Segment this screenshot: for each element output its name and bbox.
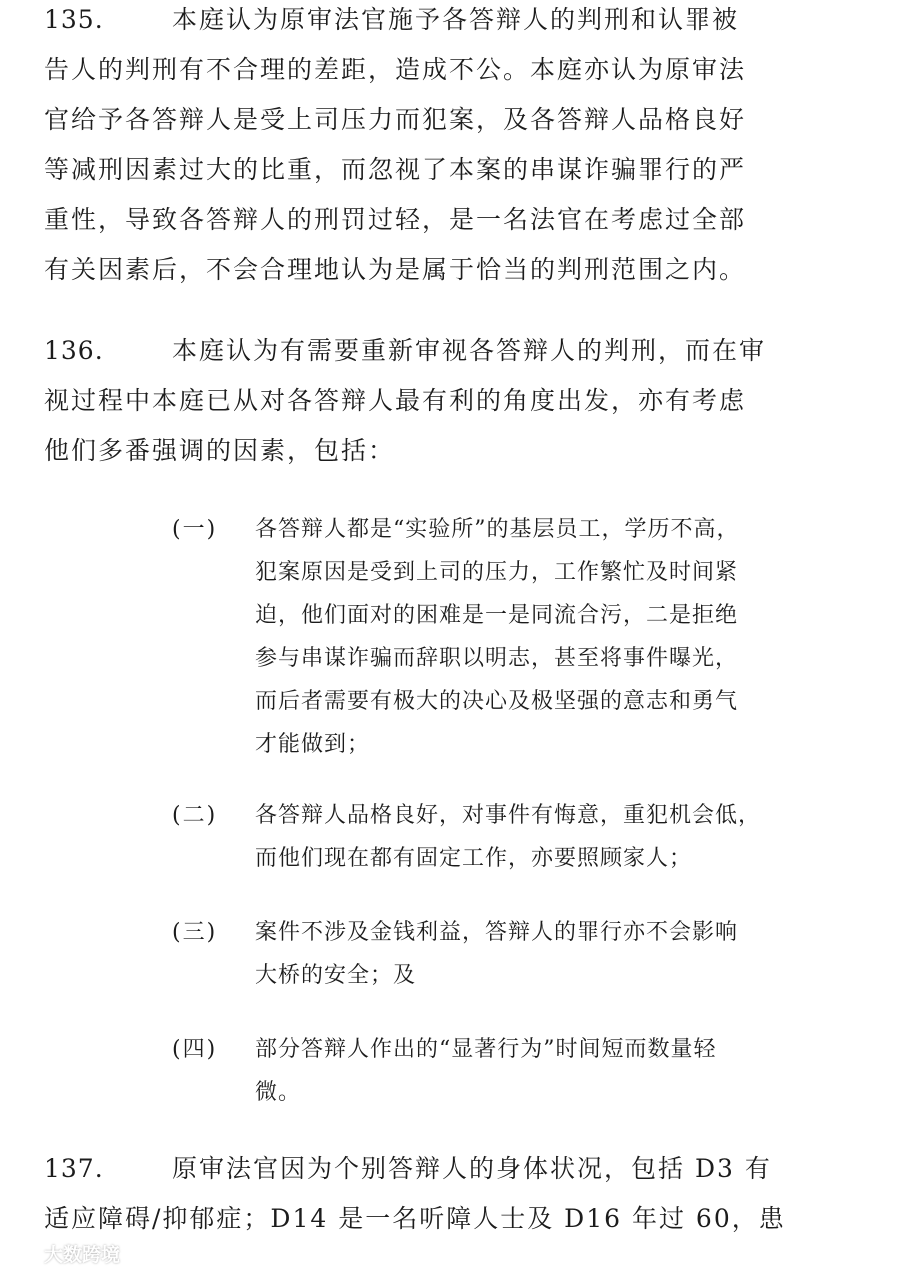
chat-bubble-logo-icon [8,1242,38,1264]
paragraph-number: 136. [44,336,104,365]
paragraph-number: 135. [44,5,104,34]
paragraph-number: 137. [44,1154,104,1183]
watermark [8,1238,120,1268]
list-item-line: 犯案原因是受到上司的压力，工作繁忙及时间紧 [255,560,739,585]
list-item-line: 大桥的安全；及 [255,963,417,988]
paragraph-line: 本庭认为原审法官施予各答辩人的判刑和认罪被 [172,5,740,34]
list-item-line: 而后者需要有极大的决心及极坚强的意志和勇气 [255,689,739,714]
paragraph-line: 原审法官因为个别答辩人的身体状况，包括 D3 有 [172,1154,772,1183]
paragraph-line: 官给予各答辩人是受上司压力而犯案，及各答辩人品格良好 [44,105,747,134]
list-item-marker: (一) [172,517,218,542]
paragraph-line: 告人的判刑有不合理的差距，造成不公。本庭亦认为原审法 [44,55,747,84]
paragraph-line: 适应障碍/抑郁症；D14 是一名听障人士及 D16 年过 60，患 [44,1204,786,1233]
paragraph-line: 等减刑因素过大的比重，而忽视了本案的串谋诈骗罪行的严 [44,155,747,184]
list-item-line: 迫，他们面对的困难是一是同流合污，二是拒绝 [255,603,739,628]
list-item-marker: (三) [172,920,218,945]
paragraph-line: 重性，导致各答辩人的刑罚过轻，是一名法官在考虑过全部 [44,205,747,234]
paragraph-line: 本庭认为有需要重新审视各答辩人的判刑，而在审 [172,336,767,365]
paragraph-line: 有关因素后，不会合理地认为是属于恰当的判刑范围之内。 [44,255,747,284]
list-item-line: 各答辩人品格良好，对事件有悔意，重犯机会低， [255,803,762,828]
paragraph-line: 视过程中本庭已从对各答辩人最有利的角度出发，亦有考虑 [44,386,747,415]
list-item-line: 微。 [255,1080,302,1105]
list-item-marker: (二) [172,803,218,828]
list-item-line: 部分答辩人作出的“显著行为”时间短而数量轻 [255,1037,717,1062]
list-item-line: 案件不涉及金钱利益，答辩人的罪行亦不会影响 [255,920,739,945]
list-item-marker: (四) [172,1037,218,1062]
watermark-text: 大数跨境 [44,1243,121,1266]
list-item-line: 而他们现在都有固定工作，亦要照顾家人； [255,846,693,871]
paragraph-line: 他们多番强调的因素，包括： [44,436,396,465]
list-item-line: 各答辩人都是“实验所”的基层员工，学历不高， [255,517,740,542]
list-item-line: 参与串谋诈骗而辞职以明志，甚至将事件曝光， [255,646,739,671]
list-item-line: 才能做到； [255,732,371,757]
